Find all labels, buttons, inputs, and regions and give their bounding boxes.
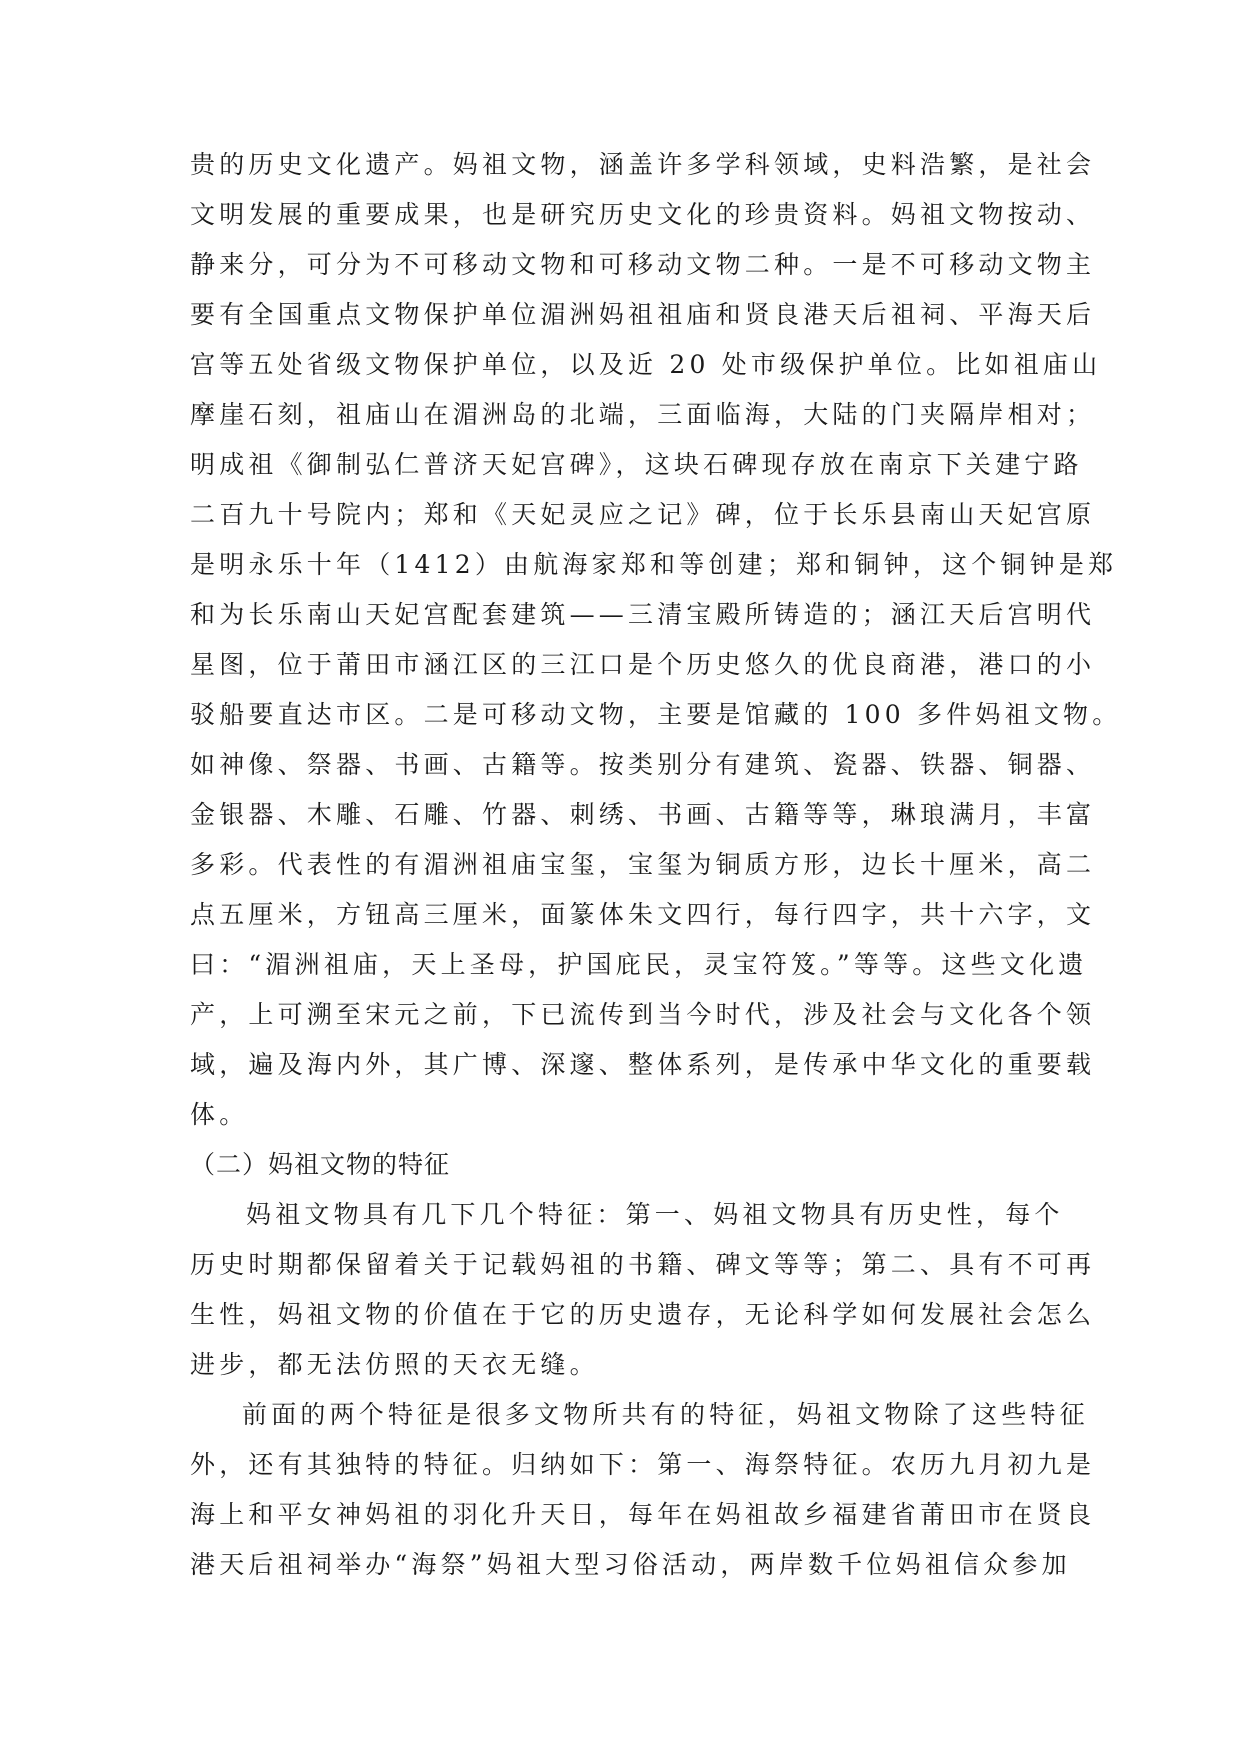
text-line: 二百九十号院内；郑和《天妃灵应之记》碑，位于长乐县南山天妃宫原: [190, 500, 1096, 529]
text-line: 和为长乐南山天妃宫配套建筑——三清宝殿所铸造的；涵江天后宫明代: [190, 600, 1096, 629]
text-line: 是明永乐十年（1412）由航海家郑和等创建；郑和铜钟，这个铜钟是郑: [190, 550, 1118, 579]
text-line: 多彩。代表性的有湄洲祖庙宝玺，宝玺为铜质方形，边长十厘米，高二: [190, 850, 1096, 879]
text-line: 历史时期都保留着关于记载妈祖的书籍、碑文等等；第二、具有不可再: [190, 1250, 1096, 1279]
text-line: 贵的历史文化遗产。妈祖文物，涵盖许多学科领域，史料浩繁，是社会: [190, 150, 1096, 179]
section-heading: （二）妈祖文物的特征: [190, 1150, 451, 1179]
paragraph-characteristics: [190, 1190, 1096, 1390]
text-line: 外，还有其独特的特征。归纳如下：第一、海祭特征。农历九月初九是: [190, 1450, 1096, 1479]
text-line: 进步，都无法仿照的天衣无缝。: [190, 1350, 599, 1379]
text-line: 要有全国重点文物保护单位湄洲妈祖祖庙和贤良港天后祖祠、平海天后: [190, 300, 1096, 329]
text-line: 宫等五处省级文物保护单位，以及近 20 处市级保护单位。比如祖庙山: [190, 350, 1102, 379]
text-line: 明成祖《御制弘仁普济天妃宫碑》，这块石碑现存放在南京下关建宁路: [190, 450, 1083, 479]
text-line: 星图，位于莆田市涵江区的三江口是个历史悠久的优良商港，港口的小: [190, 650, 1096, 679]
paragraph-cultural-heritage: [190, 140, 1122, 1140]
text-line: 海上和平女神妈祖的羽化升天日，每年在妈祖故乡福建省莆田市在贤良: [190, 1500, 1096, 1529]
document-body: [190, 140, 1122, 1590]
text-line: 金银器、木雕、石雕、竹器、刺绣、书画、古籍等等，琳琅满月，丰富: [190, 800, 1096, 829]
text-line: 妈祖文物具有几下几个特征：第一、妈祖文物具有历史性，每个: [246, 1200, 1064, 1229]
text-line: 产，上可溯至宋元之前，下已流传到当今时代，涉及社会与文化各个领: [190, 1000, 1096, 1029]
text-line: 文明发展的重要成果，也是研究历史文化的珍贵资料。妈祖文物按动、: [190, 200, 1096, 229]
text-line: 驳船要直达市区。二是可移动文物，主要是馆藏的 100 多件妈祖文物。: [190, 700, 1122, 729]
text-line: 静来分，可分为不可移动文物和可移动文物二种。一是不可移动文物主: [190, 250, 1096, 279]
text-line: 如神像、祭器、书画、古籍等。按类别分有建筑、瓷器、铁器、铜器、: [190, 750, 1096, 779]
text-line: 摩崖石刻，祖庙山在湄洲岛的北端，三面临海，大陆的门夹隔岸相对；: [190, 400, 1096, 429]
text-line: 港天后祖祠举办“海祭”妈祖大型习俗活动，两岸数千位妈祖信众参加: [190, 1550, 1071, 1579]
text-line: 域，遍及海内外，其广博、深邃、整体系列，是传承中华文化的重要载: [190, 1050, 1096, 1079]
paragraph-unique-features: [190, 1390, 1096, 1590]
text-line: 体。: [190, 1100, 249, 1129]
text-line: 点五厘米，方钮高三厘米，面篆体朱文四行，每行四字，共十六字，文: [190, 900, 1096, 929]
text-line: 前面的两个特征是很多文物所共有的特征，妈祖文物除了这些特征: [242, 1400, 1089, 1429]
text-line: 生性，妈祖文物的价值在于它的历史遗存，无论科学如何发展社会怎么: [190, 1300, 1096, 1329]
text-line: 曰：“湄洲祖庙，天上圣母，护国庇民，灵宝符笈。”等等。这些文化遗: [190, 950, 1088, 979]
